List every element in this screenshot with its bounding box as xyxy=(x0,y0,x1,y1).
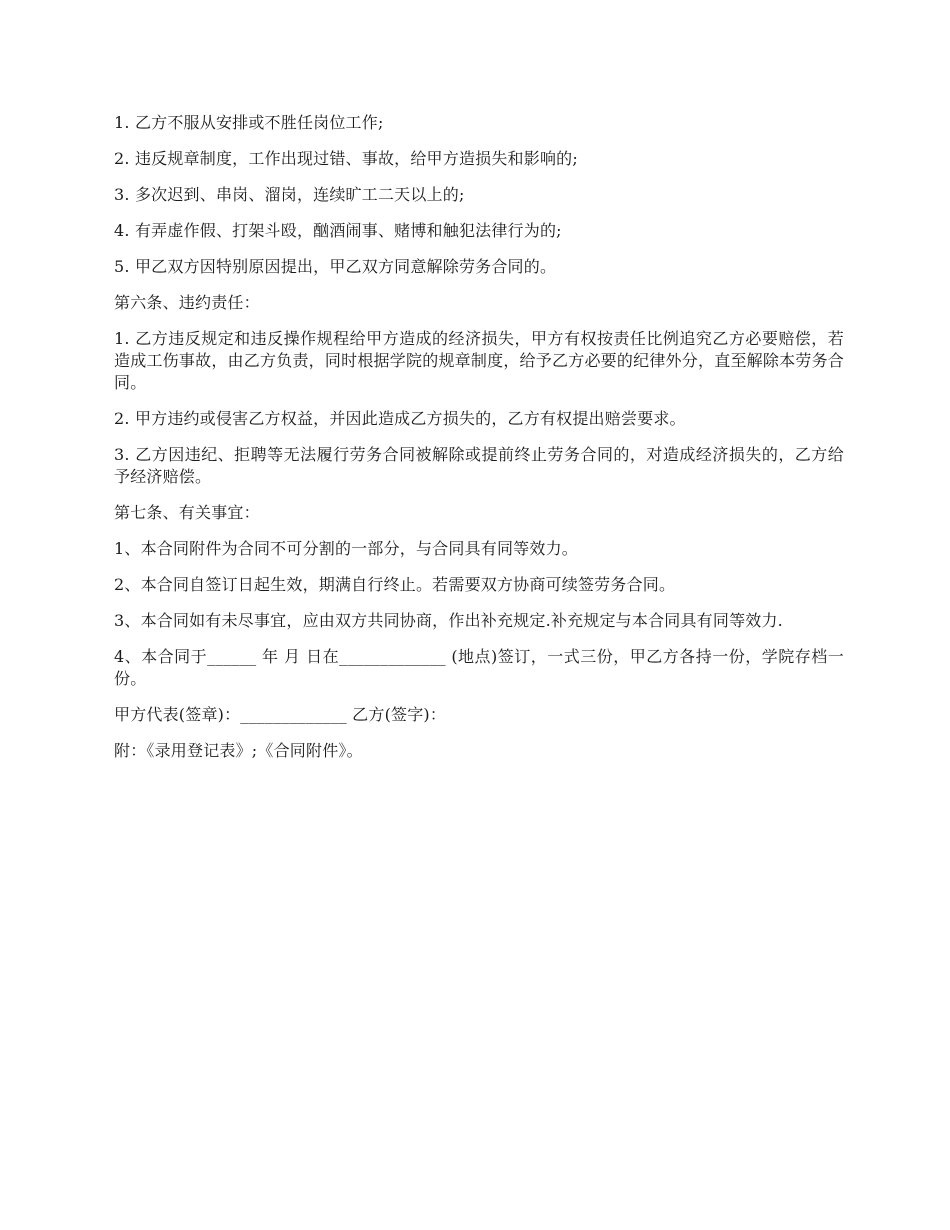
article-7-item-3: 3、本合同如有未尽事宜，应由双方共同协商，作出补充规定.补充规定与本合同具有同等效力. xyxy=(114,611,783,630)
article-7-heading: 第七条、有关事宜： xyxy=(114,503,260,522)
article-7-item-4: 4、本合同于______ 年 月 日在_____________ (地点)签订，一式三份，甲乙方各持一份，学院存档一份。 xyxy=(114,647,844,688)
attachments-line: 附：《录用登记表》;《合同附件》。 xyxy=(114,741,363,760)
article-6-heading: 第六条、违约责任： xyxy=(114,293,260,312)
article-7-item-1: 1、本合同附件为合同不可分割的一部分，与合同具有同等效力。 xyxy=(114,539,578,558)
clause-item-1: 1. 乙方不服从安排或不胜任岗位工作; xyxy=(114,113,384,132)
article-6-item-2: 2. 甲方违约或侵害乙方权益，并因此造成乙方损失的，乙方有权提出赔尝要求。 xyxy=(114,409,686,428)
signature-line: 甲方代表(签章)：_____________ 乙方(签字)： xyxy=(114,705,447,724)
clause-item-3: 3. 多次迟到、串岗、溜岗，连续旷工二天以上的; xyxy=(114,185,465,204)
article-6-item-3: 3. 乙方因违纪、拒聘等无法履行劳务合同被解除或提前终止劳务合同的，对造成经济损失的，乙方给予经济赔偿。 xyxy=(114,445,844,486)
article-6-item-1: 1. 乙方违反规定和违反操作规程给甲方造成的经济损失，甲方有权按责任比例追究乙方必要赔偿，若造成工伤事故，由乙方负责，同时根据学院的规章制度，给予乙方必要的纪律外分，直至解除本劳务合同。 xyxy=(114,329,844,392)
clause-item-5: 5. 甲乙双方因特别原因提出，甲乙双方同意解除劳务合同的。 xyxy=(114,257,557,276)
clause-item-2: 2. 违反规章制度，工作出现过错、事故，给甲方造损失和影响的; xyxy=(114,149,578,168)
clause-item-4: 4. 有弄虚作假、打架斗殴，酗酒闹事、赌博和触犯法律行为的; xyxy=(114,221,562,240)
document-page xyxy=(114,112,844,776)
article-7-item-2: 2、本合同自签订日起生效，期满自行终止。若需要双方协商可续签劳务合同。 xyxy=(114,575,676,594)
